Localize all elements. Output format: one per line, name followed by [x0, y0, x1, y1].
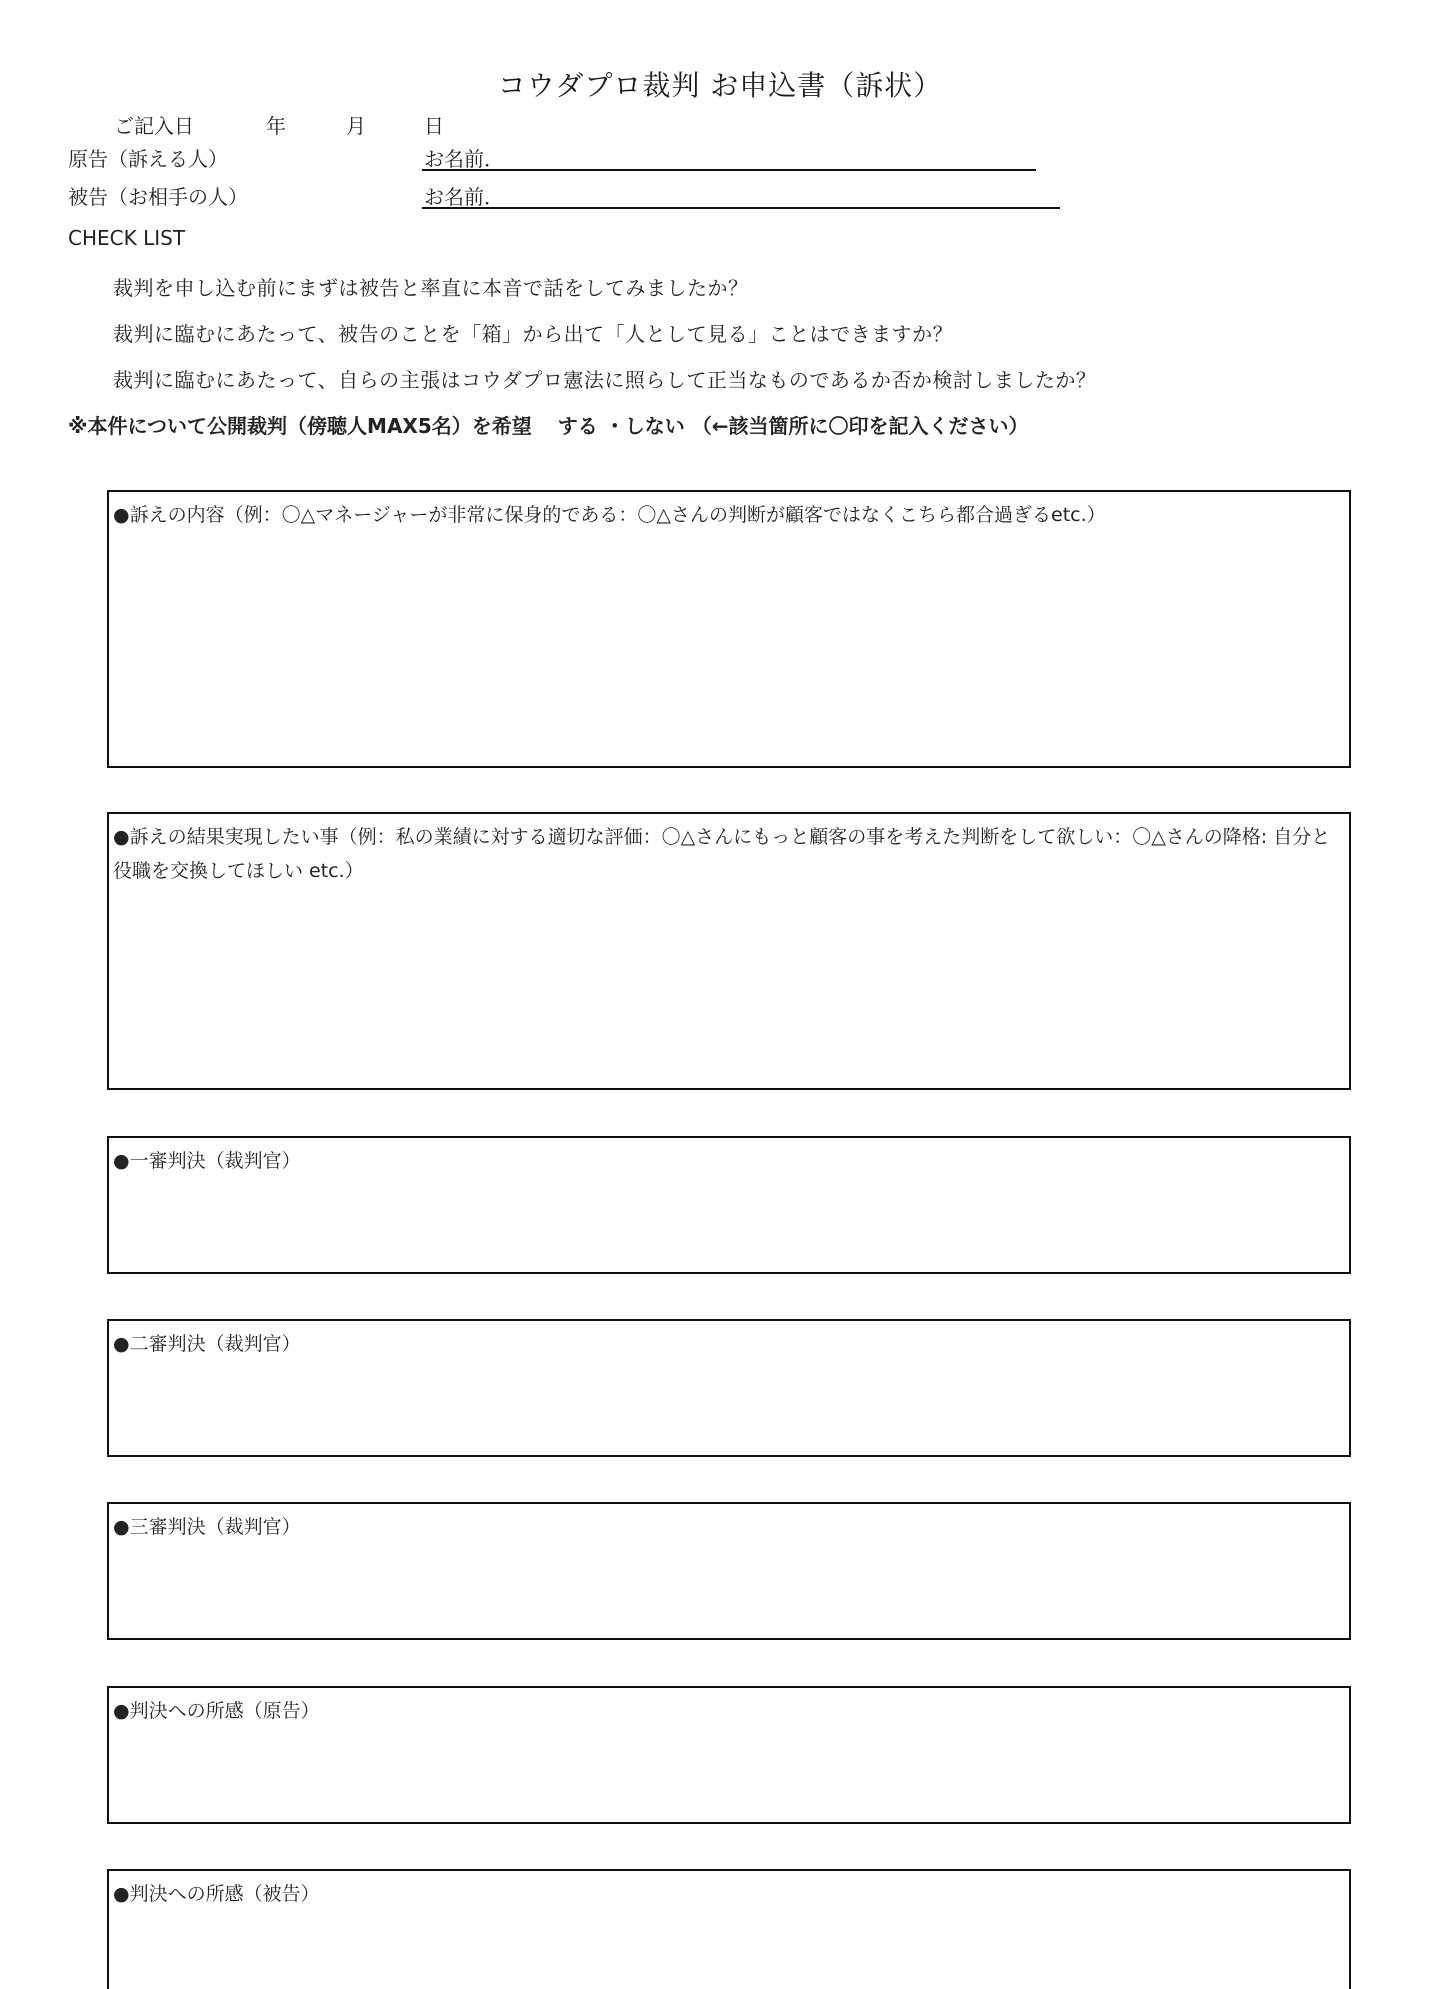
plaintiff-impression-box[interactable]	[107, 1686, 1351, 1824]
defendant-name-field[interactable]	[422, 181, 1060, 209]
public-trial-options[interactable]: する ・しない	[557, 414, 685, 438]
check-list-item: 裁判を申し込む前にまずは被告と率直に本音で話をしてみましたか？	[113, 276, 749, 300]
desired-outcome-label: ●訴えの結果実現したい事（例：私の業績に対する適切な評価：〇△さんにもっと顧客の事を考えた判断をして欲しい：〇△さんの降格: 自分と役職を交換してほしい etc.）	[113, 826, 1331, 882]
complaint-content-box[interactable]	[107, 490, 1351, 768]
third-trial-verdict-box[interactable]	[107, 1502, 1351, 1640]
plaintiff-name-field[interactable]	[422, 143, 1036, 171]
check-list-item: 裁判に臨むにあたって、自らの主張はコウダプロ憲法に照らして正当なものであるか否か検討しましたか？	[113, 368, 1097, 392]
defendant-name-label: お名前．	[424, 185, 504, 209]
public-trial-notice	[68, 410, 1028, 439]
defendant-impression-label: ●判決への所感（被告）	[113, 1883, 320, 1905]
check-list-heading: CHECK LIST	[68, 226, 186, 250]
date-month[interactable]: 月	[346, 114, 366, 138]
defendant-impression-box[interactable]	[107, 1869, 1351, 1989]
page-title: コウダプロ裁判 お申込書（訴状）	[497, 69, 943, 102]
public-trial-note: （←該当箇所に〇印を記入ください）	[691, 414, 1029, 438]
date-day[interactable]: 日	[424, 114, 444, 138]
date-year[interactable]: 年	[266, 114, 286, 138]
plaintiff-name-label: お名前．	[424, 147, 504, 171]
third-trial-verdict-label: ●三審判決（裁判官）	[113, 1516, 301, 1538]
second-trial-verdict-box[interactable]	[107, 1319, 1351, 1457]
complaint-content-label: ●訴えの内容（例：〇△マネージャーが非常に保身的である：〇△さんの判断が顧客ではなくこちら都合過ぎるetc.）	[113, 504, 1106, 526]
second-trial-verdict-label: ●二審判決（裁判官）	[113, 1333, 301, 1355]
defendant-label: 被告（お相手の人）	[68, 185, 248, 209]
first-trial-verdict-label: ●一審判決（裁判官）	[113, 1150, 301, 1172]
check-list-item: 裁判に臨むにあたって、被告のことを「箱」から出て「人として見る」ことはできますか？	[113, 322, 954, 346]
date-label: ご記入日	[114, 114, 194, 138]
first-trial-verdict-box[interactable]	[107, 1136, 1351, 1274]
plaintiff-impression-label: ●判決への所感（原告）	[113, 1700, 320, 1722]
desired-outcome-box[interactable]	[107, 812, 1351, 1090]
plaintiff-label: 原告（訴える人）	[68, 147, 228, 171]
public-trial-text: ※本件について公開裁判（傍聴人MAX5名）を希望	[68, 414, 532, 438]
date-row	[0, 110, 1440, 136]
